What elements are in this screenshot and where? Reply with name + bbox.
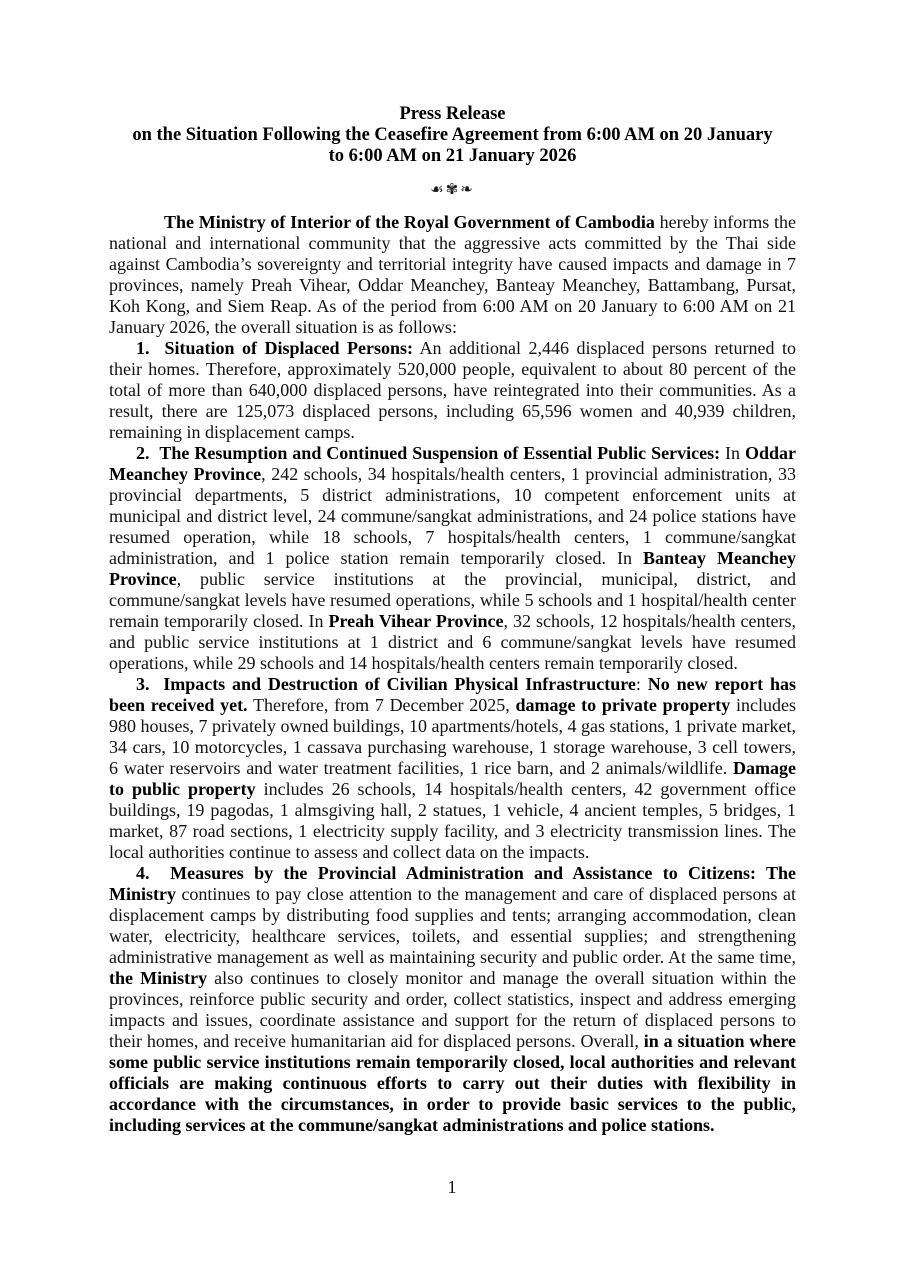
text-run: also continues to closely monitor and manage the overall situation within the provinces, reinforce public security and order, collect statistics, inspect and address emerging impacts and issues, coordinate assistance and support for the return of displaced persons to their homes, and receive humanitarian aid for displaced persons. Overall,	[109, 968, 796, 1051]
text-run: , 242 schools, 34 hospitals/health centers, 1 provincial administration, 33 provincial departments, 5 district administrations, 10 competent enforcement units at municipal and district level, 24 commune/sangkat administrations, and 24 police stations have resumed operation, while 18 schools, 7 hospitals/health centers, 1 commune/sangkat administration, and 1 police station remain temporarily closed. In	[109, 464, 796, 568]
bold-text-run: the Ministry	[109, 968, 208, 988]
text-run: hereby informs the national and international community that the aggressive acts committed by the Thai side against Cambodia’s sovereignty and territorial integrity have caused impacts and damage in 7 provinces, namely Preah Vihear, Oddar Meanchey, Banteay Meanchey, Battambang, Pursat, Koh Kong, and Siem Reap. As of the period from 6:00 AM on 20 January to 6:00 AM on 21 January 2026, the overall situation is as follows:	[109, 212, 796, 337]
item-3-infrastructure-paragraph	[109, 674, 796, 863]
text-run: , public service institutions at the provincial, municipal, district, and commune/sangkat levels have resumed operations, while 5 schools and 1 hospital/health center remain temporarily closed. In	[109, 569, 796, 631]
bold-text-run: Banteay Meanchey Province	[109, 548, 797, 589]
text-run: An additional 2,446 displaced persons returned to their homes. Therefore, approximately 520,000 people, equivalent to about 80 percent of the total of more than 640,000 displaced persons, have reintegrated into their communities. As a result, there are 125,073 displaced persons, including 65,596 women and 40,939 children, remaining in displacement camps.	[109, 338, 796, 442]
document-title	[109, 104, 796, 167]
bold-text-run: 1. Situation of Displaced Persons:	[136, 338, 414, 358]
title-line-1: Press Release	[399, 104, 506, 124]
text-run: In	[720, 443, 745, 463]
title-line-2: on the Situation Following the Ceasefire Agreement from 6:00 AM on 20 January	[132, 125, 773, 145]
item-4-measures-paragraph	[109, 863, 796, 1136]
floral-divider-icon: ☙✾❧	[430, 180, 475, 198]
item-1-displaced-persons-paragraph	[109, 338, 796, 443]
bold-text-run: Preah Vihear Province	[328, 611, 504, 631]
item-2-public-services-paragraph	[109, 443, 796, 674]
text-run: Therefore, from 7 December 2025,	[247, 695, 516, 715]
bold-text-run: 3. Impacts and Destruction of Civilian Physical Infrastructure	[136, 674, 636, 694]
text-run: includes 26 schools, 14 hospitals/health centers, 42 government office buildings, 19 pagodas, 1 almsgiving hall, 2 statues, 1 vehicle, 4 ancient temples, 5 bridges, 1 market, 87 road sections, 1 electricity supply facility, and 3 electricity transmission lines. The local authorities continue to assess and collect data on the impacts.	[109, 779, 796, 862]
bold-text-run: No new report has been received yet.	[109, 674, 796, 715]
intro-paragraph	[109, 212, 796, 338]
bold-text-run: Damage to public property	[109, 758, 796, 799]
bold-text-run: 2. The Resumption and Continued Suspension of Essential Public Services:	[136, 443, 721, 463]
text-run: includes 980 houses, 7 privately owned buildings, 10 apartments/hotels, 4 gas stations, 1 private market, 34 cars, 10 motorcycles, 1 cassava purchasing warehouse, 1 storage warehouse, 3 cell towers, 6 water reservoirs and water treatment facilities, 1 rice barn, and 2 animals/wildlife.	[109, 695, 796, 778]
text-run: :	[635, 674, 648, 694]
text-run: continues to pay close attention to the management and care of displaced persons at displacement camps by distributing food supplies and tents; arranging accommodation, clean water, electricity, healthcare services, toilets, and essential supplies; and strengthening administrative management as well as maintaining security and public order. At the same time,	[109, 884, 796, 967]
bold-text-run: Oddar Meanchey Province	[109, 443, 796, 484]
bold-text-run: The Ministry of Interior of the Royal Government of Cambodia	[164, 212, 655, 232]
bold-text-run: 4. Measures by the Provincial Administration and Assistance to Citizens: The Ministry	[109, 863, 796, 904]
document-body	[109, 212, 796, 1136]
text-run: , 32 schools, 12 hospitals/health centers, and public service institutions at 1 district and 6 commune/sangkat levels have resumed operations, while 29 schools and 14 hospitals/health centers remain temporarily closed.	[109, 611, 797, 673]
title-line-3: to 6:00 AM on 21 January 2026	[328, 146, 577, 166]
page-number: 1	[447, 1177, 457, 1197]
bold-text-run: in a situation where some public service institutions remain temporarily closed, local authorities and relevant officials are making continuous efforts to carry out their duties with flexibility in accordance with the circumstances, in order to provide basic services to the public, including services at the commune/sangkat administrations and police stations.	[109, 1031, 797, 1135]
bold-text-run: damage to private property	[515, 695, 731, 715]
